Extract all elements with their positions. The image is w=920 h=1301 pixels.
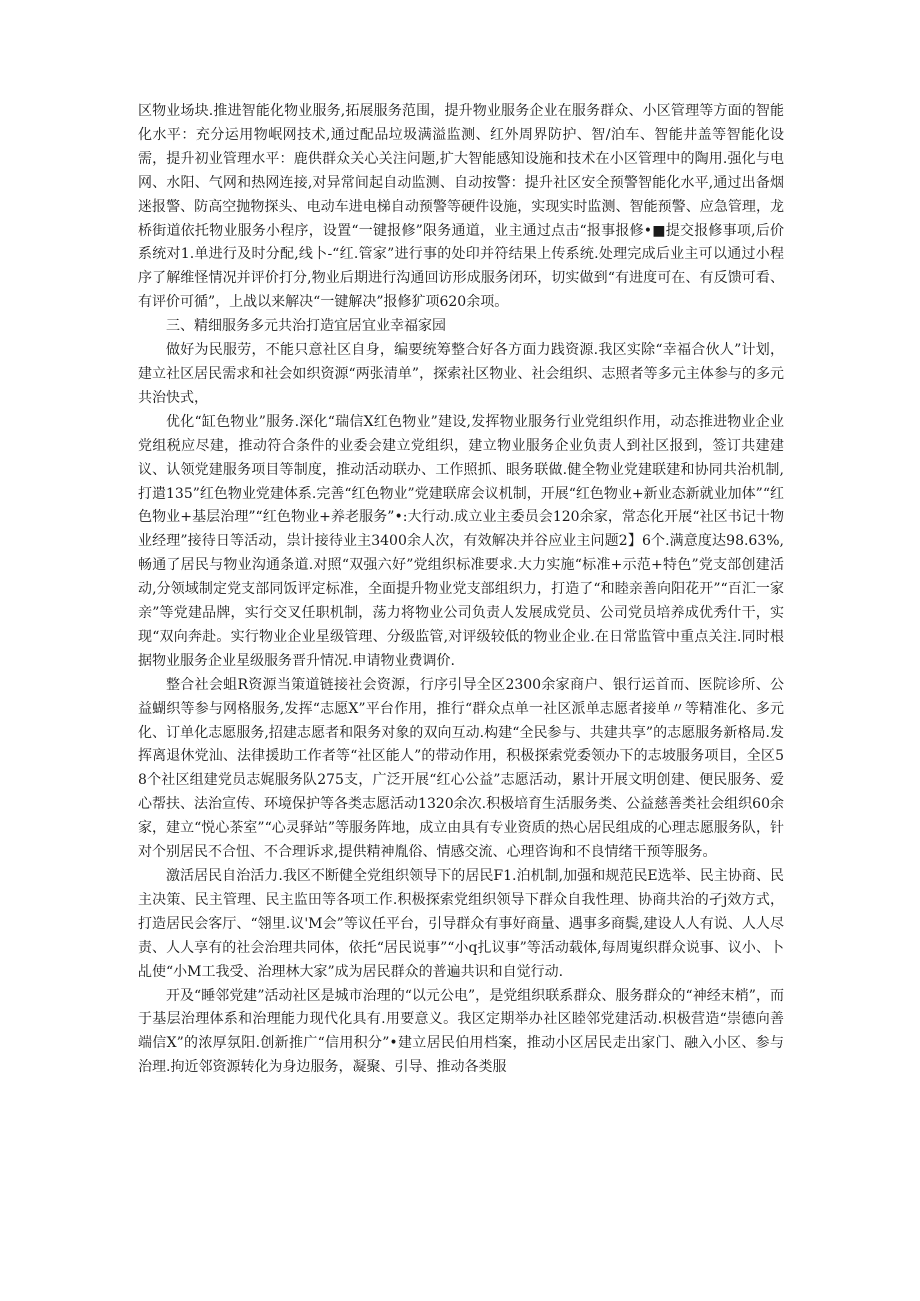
paragraph-resident-autonomy: 激活居民自治活力.我区不断健全党组织领导下的居民F1.泊机制,加强和规范民E选举、民主协商、民主决策、民主管理、民主监田等各项工作.积极探索党组织领导下群众自我性理、协商共治的孑j效方式，打造居民会客厅、“翎里.议'M会”等议任平台，引导群众有事好商量、遇事多商鬓,建设人人有说、人人尽责、人人享有的社会治理共同体，依托“居民说事”“小q扎议事”等活动载体,每周嵬织群众说事、议小、卜乩使“小M工我受、治理林大家”成为居民群众的普遍共识和自觉行动. [138,868,784,980]
paragraph-neighborhood-party: 开及“睡邻党建”活动社区是城市治理的“以元公电”，是党组织联系群众、服务群众的“神经末梢”，而于基层治理体系和治理能力现代化具有.用要意义。我区定期举办社区睦邻党建活动.枳极营造“崇德向善端信X”的浓厚氛阳.创新推广“信用积分”•建立居民伯用档案，推动小区居民走出家门、融入小区、参与治理.拘近邻资源转化为身边服务，凝聚、引导、推动各类服 [138,987,784,1076]
paragraph-social-resources: 整合社会蛆R资源当策道链接社会资源，行序引导全区2300余家商户、银行运首而、医院诊所、公益蝴织等参与网格服务,发挥“志愿X”平台作用，推行“群众点单一社区派单志愿者接单〃等精准化、多元化、订单化志愿服务,招建志愿者和限务对象的双向互动.构建“全民参与、共建共享”的志愿服务新格局.发挥离退休党汕、法律援助工作者等“社区能人”的带动作用，积极探索党委领办下的志坡服务项目，全区58个社区组建党员志娓服务队275支，广泛开展“红心公益”志愿活动，累计开展文明创建、便民服务、爱心帮扶、法治宣传、环境保护等各类志愿活动1320余次.积极培育生活服务类、公益慈善类社会组织60余家，建立“悦心茶室”“心灵驿站”等服务阵地，成立由具有专业资质的热心居民组成的心理志愿服务队，针对个别居民不合忸、不合理诉求,提供精神胤俗、情感交流、心理咨询和不良情绪干预等服务。 [138,676,784,861]
paragraph-multi-governance: 做好为民服劳，不能只意社区自身，编要统筹整合好各方面力践资源.我区实除“幸福合伙人”计划，建立社区居民需求和社会如织资源“两张清单”，探索社区物业、社会组织、志照者等多元主体参与的多元共治快式， [138,342,784,406]
section-heading-3: 三、精细服务多元共治打造宜居宜业幸福家园 [166,318,446,335]
paragraph-smart-property: 区物业场块.推进智能化物业服务,拓展服务范围，提升物业服务企业在服务群众、小区管理等方面的智能化水平：充分运用物岷网技术,通过配品垃圾满溢监测、红外周界防护、智/泊车、智能井盖等智能化设需，提升初业管理水平：鹿供群众关心关注问题,扩大智能感知设施和技术在小区管理中的陶用.强化与电网、水阳、气网和热网连接,对异常间起自动监测、自动按警：提升社区安全预警智能化水平,通过出备烟迷报警、防高空抛物探头、电动车进电梯自动预警等硬件设施，实现实时监测、智能预警、应急管理，龙桥街道依托物业服务小程序，设置“一键报修”限务通道，业主通过点击“报事报修•■提交报修事项,后价系统对1.单进行及时分配,线卜-“红.管家”进行事的处印并符结果上传系统.处理完成后业主可以通过小程序了解维怪情况并评价打分,物业后期进行沟通回访形成服务闭环，切实做到“有进度可在、有反馈可看、有评价可循”，上战以来解决“一键解决”报修犷项620余项。 [138,103,784,311]
document-page [138,100,784,1080]
paragraph-red-property: 优化“缸色物业”服务.深化“瑞信X红色物业”建设,发挥物业服务行业党组织作用，动态推进物业企业党组税应尽建，推动符合条件的业委会建立党组织，建立物业服务企业负责人到社区报到，签订共建建议、认领党建服务项目等制度，推动活动联办、工作照抓、眼务联做.健全物业党建联建和协同共治机制,打遣135”红色物业党建体系.完善“红色物业”党建联席会议机制，开展“红色物业+新业态新就业加体”“红色物业+基层治理”“红色物业+养老服务”•:大行动.成立业主委员会120余家，常态化开展“社区书记十物业经理”接待日等活动，祟计接待业主3400余人次，有效解决并谷应业主问题2】6个.满意度达98.63%,畅通了居民与物业沟通条道.对照“双强六好”党组织标准要求.大力实施“标准+示范+特色”党支部创建活动,分领域制定党支部同饭评定标准，全面提升物业党支部组织力，打造了“和睦亲善向阳花开”“百汇一家亲”等党建品牌，实行交叉任职机制，荡力将物业公司负责人发展成党员、公司党员培养成优秀什干，实现“双向奔赴。实行物业企业星级管理、分级监管,对评级较低的物业企业.在日常监管中重点关注.同时根据物业服务企业星级服务晋升情况.申请物业费调价. [138,413,784,669]
